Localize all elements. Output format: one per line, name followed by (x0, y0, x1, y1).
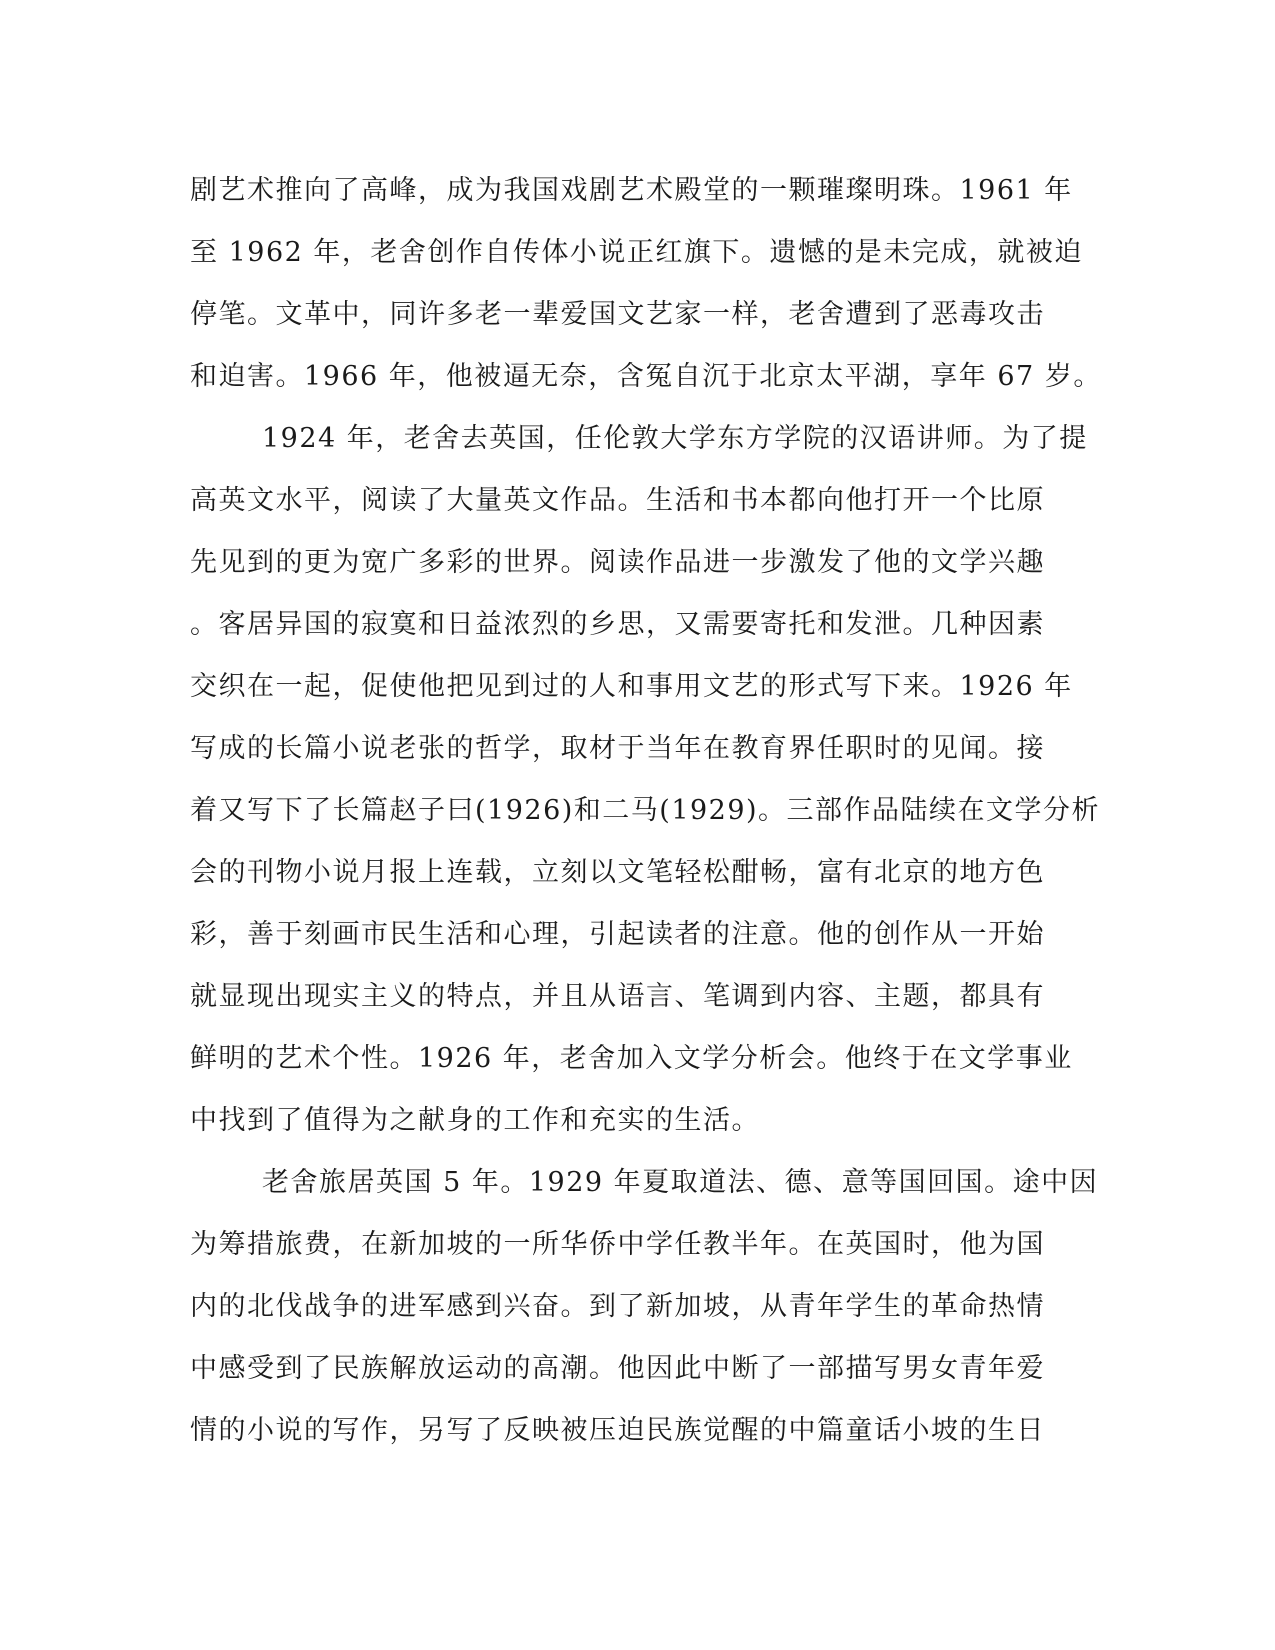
text-line: 着又写下了长篇赵子曰(1926)和二马(1929)。三部作品陆续在文学分析 (190, 795, 1101, 826)
text-line: 停笔。文革中，同许多老一辈爱国文艺家一样，老舍遭到了恶毒攻击 (190, 299, 1045, 330)
text-line: 中找到了值得为之献身的工作和充实的生活。 (190, 1105, 760, 1136)
text-line: 剧艺术推向了高峰，成为我国戏剧艺术殿堂的一颗璀璨明珠。1961 年 (190, 175, 1073, 206)
text-line: 会的刊物小说月报上连载，立刻以文笔轻松酣畅，富有北京的地方色 (190, 857, 1045, 888)
paragraph-start-line: 老舍旅居英国 5 年。1929 年夏取道法、德、意等国回国。途中因 (262, 1167, 1099, 1198)
text-line: 写成的长篇小说老张的哲学，取材于当年在教育界任职时的见闻。接 (190, 733, 1045, 764)
text-line: 。客居异国的寂寞和日益浓烈的乡思，又需要寄托和发泄。几种因素 (190, 609, 1045, 640)
text-line: 情的小说的写作，另写了反映被压迫民族觉醒的中篇童话小坡的生日 (190, 1415, 1045, 1446)
text-line: 中感受到了民族解放运动的高潮。他因此中断了一部描写男女青年爱 (190, 1353, 1045, 1384)
text-line: 和迫害。1966 年，他被逼无奈，含冤自沉于北京太平湖，享年 67 岁。 (190, 361, 1102, 392)
text-line: 鲜明的艺术个性。1926 年，老舍加入文学分析会。他终于在文学事业 (190, 1043, 1073, 1074)
text-line: 内的北伐战争的进军感到兴奋。到了新加坡，从青年学生的革命热情 (190, 1291, 1045, 1322)
paragraph-start-line: 1924 年，老舍去英国，任伦敦大学东方学院的汉语讲师。为了提 (262, 423, 1088, 454)
text-line: 就显现出现实主义的特点，并且从语言、笔调到内容、主题，都具有 (190, 981, 1045, 1012)
document-body (190, 160, 1102, 1462)
text-line: 彩，善于刻画市民生活和心理，引起读者的注意。他的创作从一开始 (190, 919, 1045, 950)
text-line: 为筹措旅费，在新加坡的一所华侨中学任教半年。在英国时，他为国 (190, 1229, 1045, 1260)
text-line: 高英文水平，阅读了大量英文作品。生活和书本都向他打开一个比原 (190, 485, 1045, 516)
text-line: 先见到的更为宽广多彩的世界。阅读作品进一步激发了他的文学兴趣 (190, 547, 1045, 578)
text-line: 至 1962 年，老舍创作自传体小说正红旗下。遗憾的是未完成，就被迫 (190, 237, 1083, 268)
text-line: 交织在一起，促使他把见到过的人和事用文艺的形式写下来。1926 年 (190, 671, 1073, 702)
